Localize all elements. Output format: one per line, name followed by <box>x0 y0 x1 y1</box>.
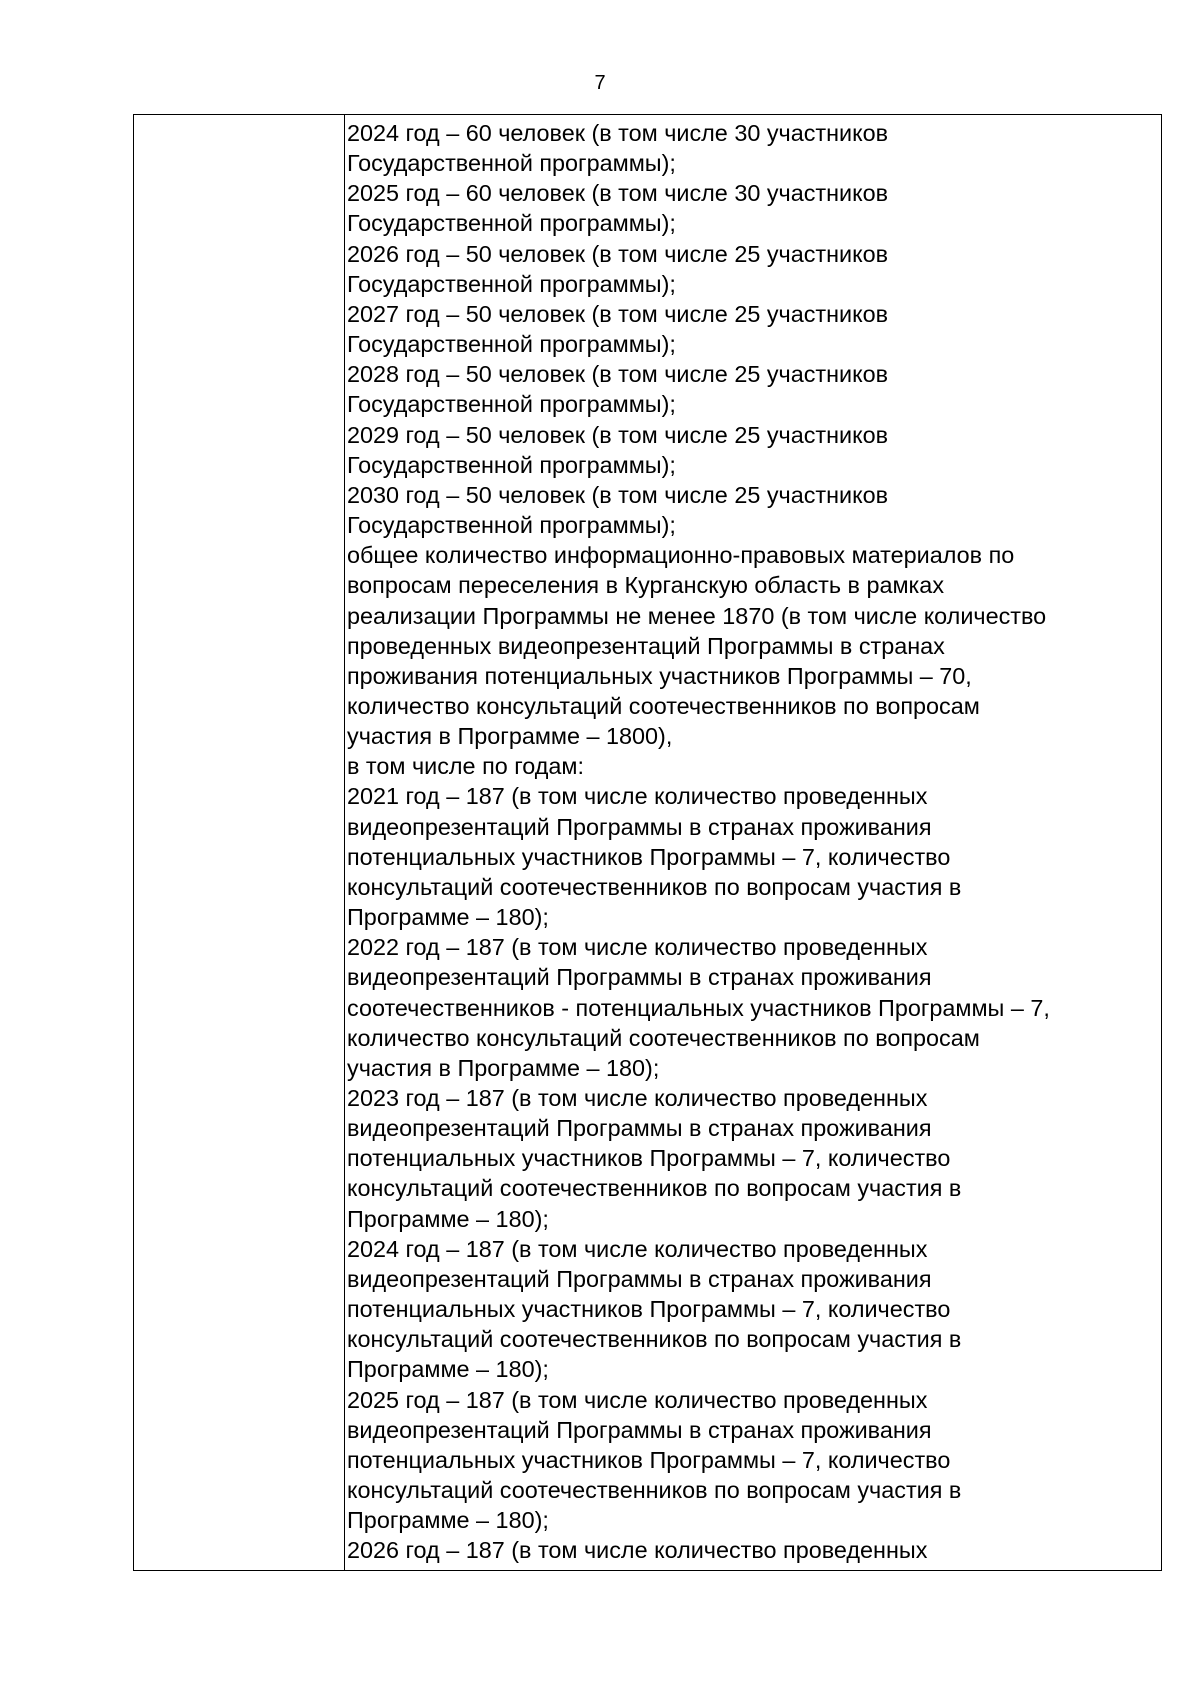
text-line: 2024 год – 187 (в том числе количество проведенных <box>347 1235 928 1262</box>
text-line: 2027 год – 50 человек (в том числе 25 участников <box>347 300 889 327</box>
text-line: Государственной программы); <box>347 150 676 177</box>
text-line: видеопрезентаций Программы в странах проживания <box>347 1416 932 1443</box>
text-line: количество консультаций соотечественников по вопросам <box>347 692 980 719</box>
text-line: консультаций соотечественников по вопросам участия в <box>347 1175 962 1202</box>
text-line: 2028 год – 50 человек (в том числе 25 участников <box>347 361 889 388</box>
text-line: Государственной программы); <box>347 512 676 539</box>
text-line: потенциальных участников Программы – 7, количество <box>347 1446 951 1473</box>
text-line: Государственной программы); <box>347 270 676 297</box>
text-line: видеопрезентаций Программы в странах проживания <box>347 1115 932 1142</box>
text-line: 2025 год – 60 человек (в том числе 30 участников <box>347 180 889 207</box>
text-line: Программе – 180); <box>347 904 549 931</box>
table-left-cell <box>134 115 345 1570</box>
text-line: Государственной программы); <box>347 331 676 358</box>
text-line: 2021 год – 187 (в том числе количество проведенных <box>347 783 928 810</box>
text-line: 2026 год – 187 (в том числе количество проведенных <box>347 1537 928 1564</box>
document-table <box>133 114 1162 1571</box>
text-line: консультаций соотечественников по вопросам участия в <box>347 1477 962 1504</box>
text-line: видеопрезентаций Программы в странах проживания <box>347 1265 932 1292</box>
text-line: 2029 год – 50 человек (в том числе 25 участников <box>347 421 889 448</box>
page-number: 7 <box>594 72 606 94</box>
text-line: Программе – 180); <box>347 1205 549 1232</box>
text-line: Государственной программы); <box>347 210 676 237</box>
text-line: проживания потенциальных участников Программы – 70, <box>347 662 972 689</box>
text-line: 2023 год – 187 (в том числе количество проведенных <box>347 1085 928 1111</box>
table-right-cell <box>345 115 1161 1570</box>
text-line: 2026 год – 50 человек (в том числе 25 участников <box>347 240 889 267</box>
text-line: консультаций соотечественников по вопросам участия в <box>347 1326 962 1353</box>
text-line: потенциальных участников Программы – 7, количество <box>347 843 951 870</box>
text-line: проведенных видеопрезентаций Программы в странах <box>347 632 945 659</box>
text-line: участия в Программе – 180); <box>347 1054 660 1081</box>
text-line: вопросам переселения в Курганскую область в рамках <box>347 572 945 599</box>
text-line: потенциальных участников Программы – 7, количество <box>347 1145 951 1172</box>
text-line: соотечественников - потенциальных участников Программы – 7, <box>347 994 1050 1021</box>
text-line: Государственной программы); <box>347 391 676 418</box>
text-line: реализации Программы не менее 1870 (в том числе количество <box>347 602 1047 629</box>
text-line: видеопрезентаций Программы в странах проживания <box>347 964 932 991</box>
text-line: 2030 год – 50 человек (в том числе 25 участников <box>347 481 889 508</box>
text-line: видеопрезентаций Программы в странах проживания <box>347 813 932 840</box>
text-line: потенциальных участников Программы – 7, количество <box>347 1296 951 1323</box>
text-line: Программе – 180); <box>347 1507 549 1534</box>
text-line: консультаций соотечественников по вопросам участия в <box>347 873 962 900</box>
text-line: Программе – 180); <box>347 1356 549 1383</box>
text-line: Государственной программы); <box>347 451 676 478</box>
text-line: количество консультаций соотечественников по вопросам <box>347 1024 980 1051</box>
text-line: общее количество информационно-правовых материалов по <box>347 542 1015 569</box>
text-line: в том числе по годам: <box>347 753 584 780</box>
text-line: 2025 год – 187 (в том числе количество проведенных <box>347 1386 928 1413</box>
text-line: 2022 год – 187 (в том числе количество проведенных <box>347 934 928 961</box>
text-line: 2024 год – 60 человек (в том числе 30 участников <box>347 120 889 146</box>
text-line: участия в Программе – 1800), <box>347 723 673 750</box>
